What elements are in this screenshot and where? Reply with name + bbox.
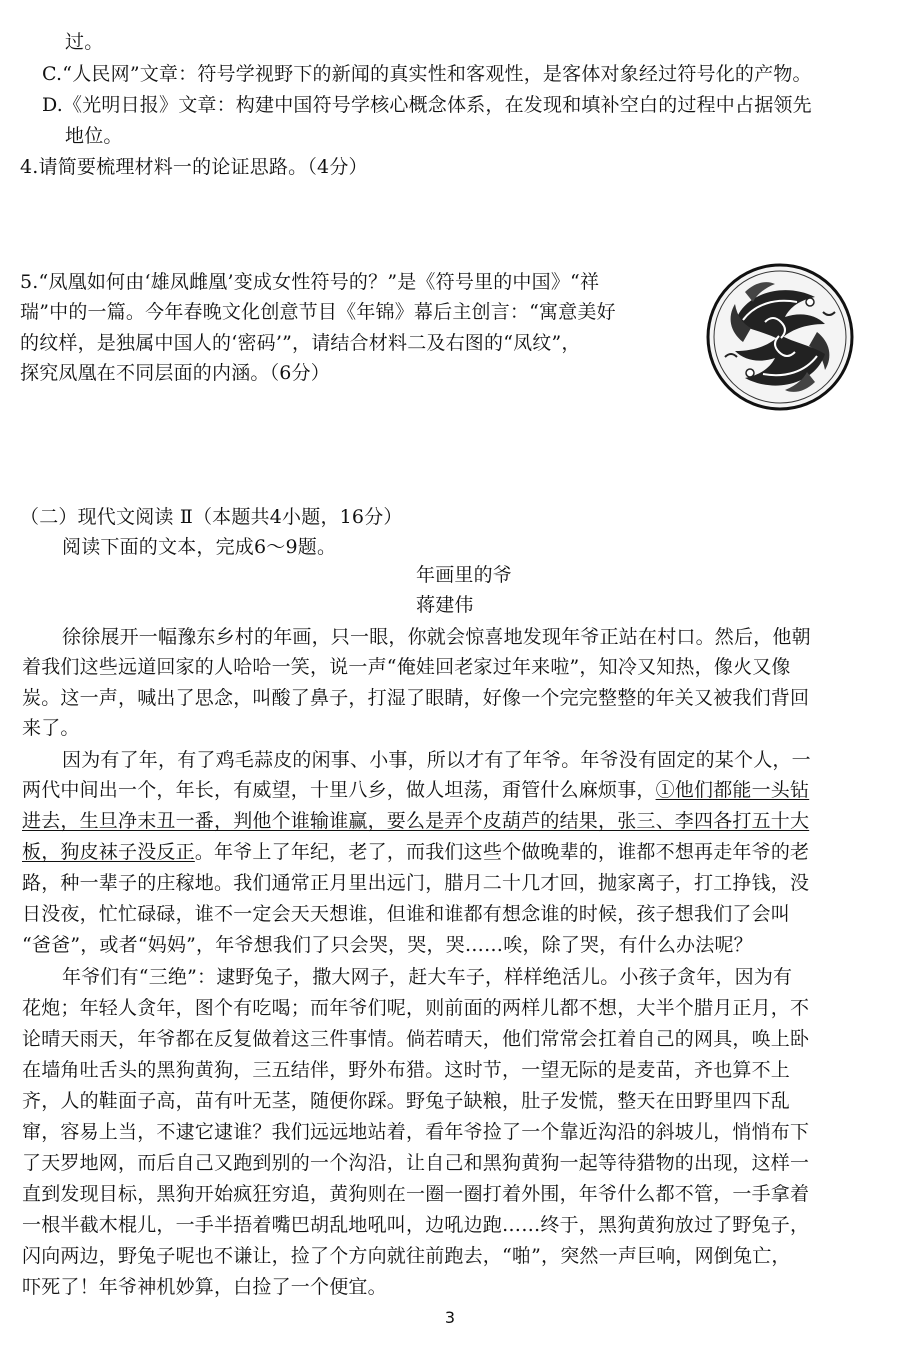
underlined-sentence-1: 板，狗皮袜子没反正 xyxy=(22,841,195,863)
paragraph-3-line: 吓死了！年爷神机妙算，白捡了一个便宜。 xyxy=(22,1276,387,1298)
paragraph-1-line: 来了。 xyxy=(22,717,80,739)
paragraph-3-line: 一根半截木棍儿，一手半捂着嘴巴胡乱地吼叫，边吼边跑……终于，黑狗黄狗放过了野兔子， xyxy=(22,1214,810,1236)
paragraph-1-line: 着我们这些远道回家的人哈哈一笑，说一声“俺娃回老家过年来啦”，知冷又知热，像火又像 xyxy=(22,656,791,678)
paragraph-2-text: 两代中间出一个，年长，有威望，十里八乡，做人坦荡，甭管什么麻烦事， xyxy=(22,779,656,801)
underlined-sentence-1: ①他们都能一头钻 xyxy=(655,779,810,801)
paragraph-2-line: 路，种一辈子的庄稼地。我们通常正月里出远门，腊月二十几才回，抛家离子，打工挣钱，没 xyxy=(22,872,810,894)
paragraph-2-line xyxy=(22,809,809,833)
option-d: D.《光明日报》文章：构建中国符号学核心概念体系，在发现和填补空白的过程中占据领先 xyxy=(42,94,812,116)
paragraph-3-line: 了天罗地网，而后自己又跑到别的一个沟沿，让自己和黑狗黄狗一起等待猎物的出现，这样一 xyxy=(22,1152,810,1174)
paragraph-3-line: 闪向两边，野兔子呢也不谦让，捡了个方向就往前跑去，“啪”，突然一声巨响，网倒兔亡， xyxy=(22,1245,791,1267)
paragraph-3-line: 在墙角吐舌头的黑狗黄狗，三五结伴，野外布猎。这时节，一望无际的是麦苗，齐也算不上 xyxy=(22,1059,791,1081)
question-5-line: 瑞”中的一篇。今年春晚文化创意节目《年锦》幕后主创言：“寓意美好 xyxy=(20,301,616,323)
underlined-sentence-1: 进去，生旦净末丑一番，判他个谁输谁赢，要么是弄个皮葫芦的结果，张三、李四各打五十大 xyxy=(22,810,810,832)
phoenix-pattern-icon xyxy=(705,262,855,412)
paragraph-3-line: 窜，容易上当，不逮它逮谁？我们远远地站着，看年爷捡了一个靠近沟沿的斜坡儿，悄悄布下 xyxy=(22,1121,810,1143)
paragraph-2-line xyxy=(22,840,809,864)
paragraph-3-line: 年爷们有“三绝”：逮野兔子，撒大网子，赶大车子，样样绝活儿。小孩子贪年，因为有 xyxy=(62,966,793,988)
paragraph-2-line: 因为有了年，有了鸡毛蒜皮的闲事、小事，所以才有了年爷。年爷没有固定的某个人，一 xyxy=(62,749,811,771)
paragraph-2-line: 日没夜，忙忙碌碌，谁不一定会天天想谁，但谁和谁都有想念谁的时候，孩子想我们了会叫 xyxy=(22,903,791,925)
question-4: 4.请简要梳理材料一的论证思路。（4分） xyxy=(20,156,368,178)
paragraph-3-line: 花炮；年轻人贪年，图个有吃喝；而年爷们呢，则前面的两样儿都不想，大半个腊月正月，不 xyxy=(22,997,810,1019)
article-title: 年画里的爷 xyxy=(416,564,513,586)
section-heading: （二）现代文阅读 Ⅱ（本题共4小题，16分） xyxy=(20,506,403,528)
paragraph-1-line: 炭。这一声，喊出了思念，叫酸了鼻子，打湿了眼睛，好像一个完完整整的年关又被我们背回 xyxy=(22,687,810,709)
option-c: C.“人民网”文章：符号学视野下的新闻的真实性和客观性，是客体对象经过符号化的产物。 xyxy=(42,63,812,85)
question-5-line: 的纹样，是独属中国人的‘密码’”，请结合材料二及右图的“凤纹”， xyxy=(20,332,581,354)
article-author: 蒋建伟 xyxy=(416,594,474,616)
paragraph-3-line: 齐，人的鞋面子高，苗有叶无茎，随便你踩。野兔子缺粮，肚子发慌，整天在田野里四下乱 xyxy=(22,1090,791,1112)
paragraph-1-line: 徐徐展开一幅豫东乡村的年画，只一眼，你就会惊喜地发现年爷正站在村口。然后，他朝 xyxy=(62,626,811,648)
question-5-line: 探究凤凰在不同层面的内涵。（6分） xyxy=(20,362,330,384)
paragraph-2-text: 。年爷上了年纪，老了，而我们这些个做晚辈的，谁都不想再走年爷的老 xyxy=(194,841,810,863)
paragraph-3-line: 论晴天雨天，年爷都在反复做着这三件事情。倘若晴天，他们常常会扛着自己的网具，唤上卧 xyxy=(22,1028,810,1050)
option-b-continuation: 过。 xyxy=(65,31,104,53)
paragraph-2-line: “爸爸”，或者“妈妈”，年爷想我们了只会哭，哭，哭……唉，除了哭，有什么办法呢？ xyxy=(22,934,753,956)
paragraph-2-line xyxy=(22,778,809,802)
paragraph-3-line: 直到发现目标，黑狗开始疯狂穷追，黄狗则在一圈一圈打着外围，年爷什么都不管，一手拿着 xyxy=(22,1183,810,1205)
option-d-continuation: 地位。 xyxy=(65,125,123,147)
question-5-line: 5.“凤凰如何由‘雄凤雌凰’变成女性符号的？”是《符号里的中国》“祥 xyxy=(20,271,600,293)
reading-instruction: 阅读下面的文本，完成6～9题。 xyxy=(62,536,337,558)
page-number: 3 xyxy=(444,1308,456,1327)
